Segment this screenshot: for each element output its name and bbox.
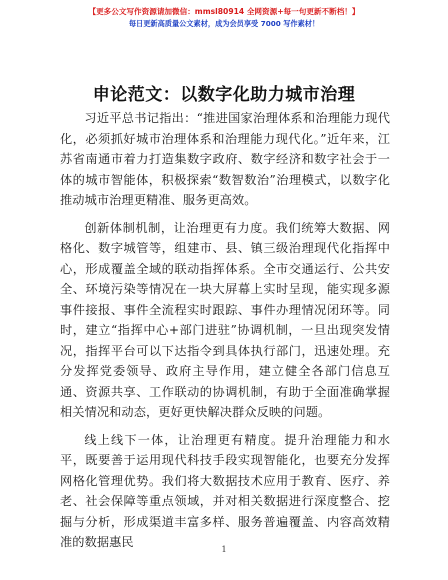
document-title: 申论范文：以数字化助力城市治理 bbox=[92, 85, 356, 105]
banner-promo-line: 【更多公文写作资源请加微信：mmsl80914 全网资源+每一句更新不断档！】 bbox=[88, 7, 360, 16]
page-number: 1 bbox=[221, 545, 227, 554]
paragraph-online-offline: 线上线下一体，让治理更有精度。提升治理能力和水平，既要善于运用现代科技手段实现智能化，也要充分发挥网格化管理优势。我们将大数据技术应用于教育、医疗、养老、社会保障等重点领域，并对相关数据进行深度整合、挖掘与分析，形成渠道丰富多样、服务普遍覆盖、内容高效精准的数据惠民 bbox=[60, 432, 390, 549]
document-body bbox=[60, 108, 390, 560]
header-banner bbox=[0, 6, 448, 30]
paragraph-intro: 习近平总书记指出：“推进国家治理体系和治理能力现代化，必须抓好城市治理体系和治理能力现代化。”近年来，江苏省南通市着力打造集数字政府、数字经济和数字社会于一体的城市智能体，积极探索“数智数治”治理模式，以数字化推动城市治理更精准、服务更高效。 bbox=[60, 111, 390, 207]
banner-membership-line: 每日更新高质量公文素材，成为会员享受 7000 写作素材！ bbox=[128, 19, 320, 28]
paragraph-mechanism: 创新体制机制，让治理更有力度。我们统筹大数据、网格化、数字城管等，组建市、县、镇三级治理现代化指挥中心，形成覆盖全域的联动指挥体系。全市交通运行、公共安全、环境污染等情况在一块大屏幕上实时呈现，能实现多源事件接报、事件全流程实时跟踪、事件办理情况闭环等。同时，建立“指挥中心+部门进驻”协调机制，一旦出现突发情况，指挥平台可以下达指令到具体执行部门，迅速处理。充分发挥党委领导、政府主导作用，建立健全各部门信息互通、资源共享、工作联动的协调机制，有助于全面准确掌握相关情况和动态，更好更快解决群众反映的问题。 bbox=[60, 220, 390, 419]
